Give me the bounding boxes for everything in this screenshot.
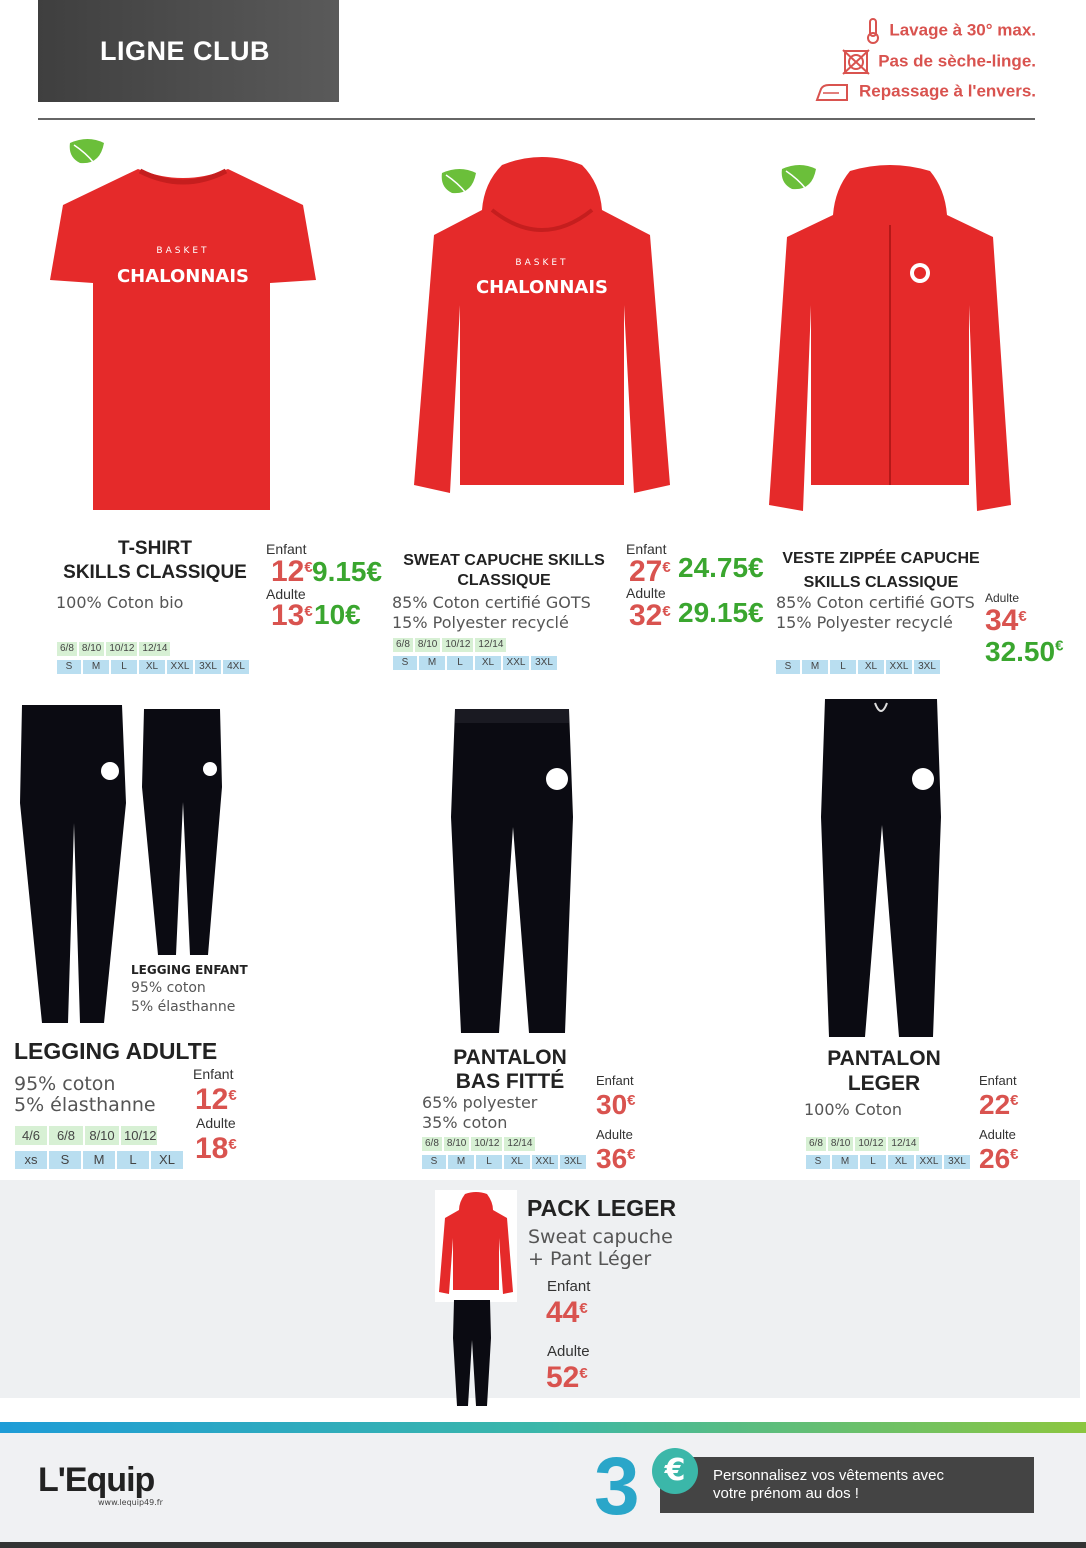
pantalon-leger-adulte-label: Adulte: [979, 1127, 1016, 1142]
pantalon-fitte-image: [447, 707, 577, 1037]
tshirt-kid-sizes: 6/8 8/10 10/12 12/14: [57, 642, 170, 656]
pantalon-leger-adulte-price: 26€: [979, 1143, 1019, 1174]
sweat-image: [412, 155, 672, 525]
sweat-adult-sizes: S M L XL XXL 3XL: [393, 656, 557, 670]
no-dryer-icon: [842, 49, 870, 75]
pack-enfant-label: Enfant: [547, 1278, 591, 1295]
pack-adulte-price: 52€: [546, 1361, 588, 1394]
euro-badge-icon: €: [652, 1448, 698, 1494]
pantalon-fitte-adult-sizes: S M L XL XXL 3XL: [422, 1155, 586, 1169]
legging-enfant-price: 12€: [195, 1083, 237, 1116]
lequip-logo: L'Equip www.lequip49.fr: [38, 1461, 163, 1507]
sweat-title: SWEAT CAPUCHE SKILLS CLASSIQUE: [403, 552, 605, 589]
tshirt-enfant-new-price: 9.15€: [312, 556, 383, 587]
footer-stripe: [0, 1422, 1086, 1433]
sweat-kid-sizes: 6/8 8/10 10/12 12/14: [393, 638, 506, 652]
pantalon-fitte-kid-sizes: 6/8 8/10 10/12 12/14: [422, 1137, 535, 1151]
tshirt-enfant-price: 12€: [271, 555, 313, 588]
care-no-dryer: Pas de sèche-linge.: [766, 49, 1036, 75]
veste-adulte-new-price: 32.50€: [985, 636, 1064, 667]
pantalon-fitte-adulte-price: 36€: [596, 1143, 636, 1174]
legging-adulte-label: Adulte: [196, 1115, 236, 1131]
pantalon-leger-image: [819, 697, 944, 1042]
pack-pant-image: [452, 1298, 492, 1408]
print-chalonnais: CHALONNAIS: [475, 277, 609, 298]
pack-sweat-image: [437, 1192, 515, 1297]
sweat-adulte-price: 32€: [629, 599, 671, 632]
pantalon-fitte-enfant-label: Enfant: [596, 1073, 634, 1088]
sweat-adulte-new-price: 29.15€: [678, 597, 764, 628]
pantalon-leger-enfant-label: Enfant: [979, 1073, 1017, 1088]
pantalon-leger-enfant-price: 22€: [979, 1089, 1019, 1120]
sweat-enfant-new-price: 24.75€: [678, 552, 764, 583]
iron-icon: [815, 80, 851, 104]
veste-adulte-price: 34€: [985, 604, 1027, 637]
tshirt-adulte-label: Adulte: [266, 586, 306, 602]
promo-amount: 3: [594, 1441, 640, 1532]
pantalon-leger-kid-sizes: 6/8 8/10 10/12 12/14: [806, 1137, 919, 1151]
pantalon-leger-adult-sizes: S M L XL XXL 3XL: [806, 1155, 970, 1169]
tshirt-enfant-label: Enfant: [266, 541, 307, 557]
tshirt-adulte-new-price: 10€: [314, 599, 361, 630]
legging-title: LEGGING ADULTE: [14, 1038, 218, 1064]
legging-kid-sizes: 4/6 6/8 8/10 10/12: [15, 1126, 157, 1145]
veste-title: VESTE ZIPPÉE CAPUCHE SKILLS CLASSIQUE: [782, 550, 980, 591]
care-wash: Lavage à 30° max.: [766, 18, 1036, 44]
legging-adult-sizes: xs S M L XL: [15, 1151, 183, 1169]
tshirt-title: T-SHIRT SKILLS CLASSIQUE: [63, 538, 247, 583]
pantalon-fitte-enfant-price: 30€: [596, 1089, 636, 1120]
print-chalonnais: CHALONNAIS: [116, 266, 250, 287]
pack-title: PACK LEGER: [527, 1195, 677, 1221]
legging-enfant-image: [140, 707, 225, 957]
legging-adulte-price: 18€: [195, 1132, 237, 1165]
promo-text: Personnalisez vos vêtements avec votre prénom au dos !: [713, 1467, 944, 1502]
pantalon-fitte-title: PANTALON BAS FITTÉ: [453, 1046, 567, 1093]
page-title: LIGNE CLUB: [100, 36, 270, 66]
print-basket: BASKET: [156, 246, 210, 256]
legging-desc: 95% coton 5% élasthanne: [14, 1073, 156, 1116]
leaf-icon: [68, 137, 106, 167]
veste-adult-sizes: S M L XL XXL 3XL: [776, 660, 940, 674]
pantalon-fitte-desc: 65% polyester 35% coton: [422, 1093, 538, 1132]
header-title-box: [38, 0, 339, 102]
pantalon-fitte-adulte-label: Adulte: [596, 1127, 633, 1142]
veste-image: [765, 165, 1015, 520]
pack-desc: Sweat capuche + Pant Léger: [528, 1226, 673, 1270]
bottom-bar: [0, 1542, 1086, 1548]
thermometer-icon: [865, 18, 881, 44]
tshirt-desc: 100% Coton bio: [56, 593, 184, 612]
veste-desc: 85% Coton certifié GOTS 15% Polyester recyclé: [776, 593, 975, 632]
legging-enfant-title: LEGGING ENFANT: [131, 963, 248, 977]
legging-enfant-label: Enfant: [193, 1066, 234, 1082]
legging-adulte-image: [18, 703, 130, 1028]
veste-adulte-label: Adulte: [985, 591, 1020, 605]
sweat-adulte-label: Adulte: [626, 585, 666, 601]
sweat-desc: 85% Coton certifié GOTS 15% Polyester recyclé: [392, 593, 591, 632]
pack-adulte-label: Adulte: [547, 1343, 590, 1360]
print-basket: BASKET: [515, 258, 569, 268]
pantalon-leger-desc: 100% Coton: [804, 1100, 902, 1119]
pack-enfant-price: 44€: [546, 1296, 588, 1329]
sweat-enfant-label: Enfant: [626, 541, 667, 557]
pantalon-leger-title: PANTALON LEGER: [827, 1047, 941, 1095]
tshirt-adult-sizes: S M L XL XXL 3XL 4XL: [57, 660, 249, 674]
care-iron: Repassage à l'envers.: [766, 80, 1036, 106]
tshirt-adulte-price: 13€: [271, 599, 313, 632]
tshirt-image: [48, 165, 318, 515]
legging-enfant-desc: 95% coton 5% élasthanne: [131, 980, 236, 1015]
header-divider: [38, 118, 1035, 120]
sweat-enfant-price: 27€: [629, 555, 671, 588]
